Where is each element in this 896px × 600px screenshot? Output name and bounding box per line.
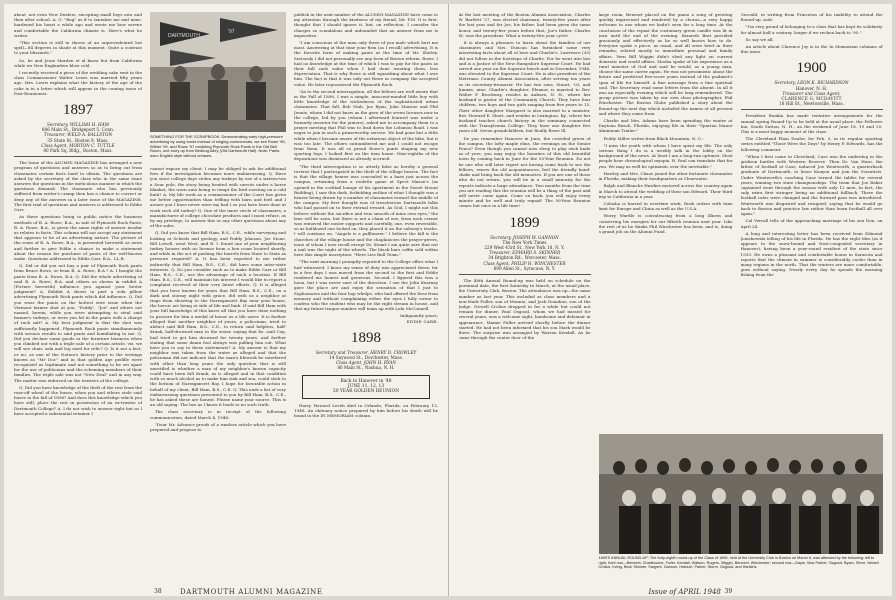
right-col-1 xyxy=(459,12,591,572)
secretary-line: Secretary, JOSEPH W. GANNON xyxy=(490,234,559,240)
paragraph: Do you remember Hanover in June, the crowded green of the campus, the lofty maple elms, the evenings on the Senior Fence? Even though you cannot now sleep to play stick knife as of yore, you may enjoy the beauties of this old beautiful town by coming back in June for the 50-Year Reunion. Do not be one who will later regret not having come back to see the fellows, renew the old acquaintances, feel the friendly hand-shake and bring back the old memories. If you are one of those who do not return, you will be in a small minority for the reports indicate a large attendance. Two months from the time you are reading this the reunion will be a thing of the past and will never come again. Come on back, you will enjoy every minute and be well and truly repaid! The 50-Year Reunion comes but once in a life time! xyxy=(458,135,591,209)
paragraph: publish in the next number of the ALUMNI MAGAZINE have come to my attention through the kindness of my friend, Mr. P.M. It is first, thought that I should ignore it, but, on reflection, I consider the charges so scandalous and unfounded that an answer from me is imperative. xyxy=(294,12,438,38)
paragraph: At the last meeting of the Boston Alumni Association, Charles W. Bartlett '27, was elected chairman, twenty-five years after the last year and for Joe, his father, had been given the same honor, and twenty-five years before that, Joe's father, Charles W., was the president. What a twenty-five year cycle! xyxy=(458,12,591,38)
paragraph: large room, Benezet placed on the piano a song of greeting quickly improvised and rendered by a chorus—a very happy welcome to one whom we hadn't seen for a long time. At the conclusion of the repast the customary green candle was lit in turn until the end of the evening. Kenneth Brat presided graciously and effectively as he so well knows how to do. Everyone spoke a piece, as usual, and all were brief in their remarks; related mostly to immediate personal and family affairs. Vern Bill Wiggin didn't shed any light on current domestic and world affairs. Mooba spoke of his experience as a rural minister of God and said he would, as a young man, choose the same career again. He was not pessimistic about the future and predicted five-score years instead of the psalmist's span of life for himself. A fine message from a fine spiritual soul. The Secretary read some letters from the absent. In all it was an especially evening which will be long remembered. The group picture was taken by our own class photographer, Phil Winchester. The Boston Globe published a story about the Round-up the next day which included the names of all present and where they came from. xyxy=(598,12,733,116)
paragraph: Ralph and Blanche Hawkes motored across the country again in March to attend the wedding of their son Edward. Their third trip to California in a year. xyxy=(598,183,733,199)
paragraph: I recently received a piece of the wedding cake sent in the class Commissioner Walter Lewis was married fifty years ago. Mrs. Lewis explains what the history of the age of the cake is in a letter which will appear in the coming issue of Post-Reunionist. xyxy=(14,70,142,96)
address-line: 34 Brighton Rd., Worcester, Mass. xyxy=(488,255,561,261)
paragraph: Worry Wardle is convalescing from a long illness and conserving his energies for our fiftieth reunion next year. Like the rest of us he thinks Phil Winchester has been, and is, doing a grand job on the Alumni Fund. xyxy=(598,213,733,234)
class-year-heading: 1898 xyxy=(351,329,381,346)
right-page xyxy=(449,4,893,596)
class-agent-line: Class Agent, MORTON C. TUTTLE xyxy=(41,142,115,148)
paragraph: "I am conscious of the man only three of you male which hurt me most. Answering at that time your firm (as I recall) advertising. It is the favorite form of making pants at the time of Mr. Shirley. Seriously I did not personally see any form of Boston reform. Rowe, I had no knowledge at the time of which I was to pay for the pants as their full cash value when I had done wearing them, less depreciation. That is why Rowe is still squawking about what I owe him. The fact is that it was only out Rowe in company the accepted value. He later repossessed the Plymouth Rock. xyxy=(294,40,438,87)
paragraph: Harry Howard Loveh died in Orlando, Florida, on February 13, 1948. An obituary notice prepared by him before his death will be found in the IN MEMORIAM column. xyxy=(294,402,438,419)
roundup-photo-image xyxy=(599,434,883,554)
paragraph: "I miss the youth with whom I have spent my life. The only serious thing I do is a weekly talk in the lobby on the background of the news. At least I am a long-run optimist. Most people hear chronological myopia. R. Paul can translate that for you. We may as well be optimistic over the inevitable." xyxy=(598,142,733,169)
roundup-group-photo xyxy=(599,434,883,554)
left-col-1 xyxy=(14,12,142,572)
paragraph: "Dear Mr. Advance proofs of a rumless article which you have prepared and propose to xyxy=(150,421,286,432)
paragraph: cannot expose my client. I may be obliged to ask for additional fees if the investigation becomes more embarrassing. Q. Have you since college days stolen any turkeys by use of a sixteen-ton a Sour pole, the story being bruited with carrots under a horse blanket, the worn auto being to tempt the bird roosting on a cold limb? A. My life work as a commissioner of the Court has given me better opportunities than trifling with barn and fowl and I assure you I have never wore my bad I so you have been done at work such old turkey? Q. One of the inner circle of classmates, a manufacturer of college chocolate products and I must refuse, as by my privilege, to answer this or any other questions about any of the sales. xyxy=(150,166,286,229)
paragraph: "The next morning I promptly reported to the College office what I had witnessed. I know my sense of duty was appreciated these, for in a few days I was moved from the second to the first and Eddie rendered me honest and generous. Second, I figured this was a boon, but I was never sure of the direction. I see the John Kearney gave the place are and enjoy the sensation of that I just to Sophomores and the four hop whelps, who had offered the lives from memory and without complaining either the eyes I fully swear to confess who the student who may be the right stream in house, and that my future league number will team up with Lulu McConnell. xyxy=(294,259,438,312)
paragraph: "This section is still in throes of an unprecedented hot spell—84 degrees in shade at this moment. Quite a contrast to your blizzards." xyxy=(14,40,142,56)
roundup-photo-caption: 1899'S ANNUAL ROUND-UP: The forty-eighth round-up of the Class of 1899, held at the University Club in Boston on March 6, was attended by the following: left to right, front row—Benezet, Chadbourne, Fuller, Kendall, Watson, Rogers, Wiggin, Benezet, Winchester; second row—Gapie, Mac Parker, Osgood, Byam, Silver, Newell Crolius, Irving, Beal, Skinner, Sargent, Gannon, Hobson, Parker, Storm, Osgood, and Hankins. xyxy=(598,556,879,569)
paragraph: "The third interrogation is so utterly false as hereby a general reverse that I participated in the theft of the village hearse. The fact is that the village hearse was concealed in a barn just across the campus, returning from a roulette game at Spect Mason's (as opened in the cocktail lounge of his apartment in the Sweet Mount Building), I saw this dark, forbidding outline of what I thought was a hearse being drawn by a number of classmates toward the middle of the campus. My first thought was of treacherous Dartmouth folks who had passed on to their eternal reward. As God, I might not this believe without the sacrifice and true smooth of mine own eyes," the lane will be seen, but there is not a chain of one, from each corner was removed the nosier supports and carefully, one, even reversible, so as bulldozed one locked on, they placed it on the subway's tracks. I will continue on. "Angels is a pallbearer." I believe the fall is the churches of the village house and the chaplaincies the prayer-givers, none of whom I now recall except Dr. Stuart I am quite sure that not a nail was the night of the wheels. The black bars coffin sold within here this simple inscription: "Here Lies Bull Team." xyxy=(294,163,438,258)
address-line: Hanover, N. H. xyxy=(795,85,828,91)
paragraph: The class secretary is in receipt of the following communication, dated March 4, 1948: xyxy=(150,409,286,420)
paragraph: "As to the second interrogation, all the fellows are well aware that in the Fall of 1896, I was a simple, innocent-minded little boy with little knowledge of the wickedness of the sophisticated urban classmates. That fall, Bob Stub, Joe Ryan, John Munroe and Phil Jennie, whom I did not know as the gave of the seven licenses now in the college, led by you (whom I afterward learned was under a formerly inventor for the juniors), asked me to accompany them to a prayer meeting that Phil was to lead down the Lebanon Road. I was eager to join in such a praiseworthy service. We had gone but a little while when I became aware of the nefarious object of the hike, but it was too late. The others outnumbered me and I could not escape from them. It was all so proud Rowe's pants shaping my new sporting legs. I looked first on the item home. Nine-eighths of the depositions was dismissed as already accrued. xyxy=(294,88,438,162)
paragraph: "When I first came to Cleveland, Case was the underdog in the gridiron battles with Western Reserve. Then Dr. Van Horn, the father of football at Case, induced Joe Wentworth, a quarterback graduate of Dartmouth, to leave Kenyon and join the Scientists. Under Wentworth's coaching Case turned the tables for several years, winning two state championships. The team that Joe Baker captained went through the season with only 12 men. In fact, the only extra first stringer being an additional fullback. There the football rules were changed and the forward pass was introduced. Wentworth was disgusted and resigned, saying that he would go back to Boston and practice law rather than learn football all over again." xyxy=(740,153,883,217)
divider xyxy=(14,156,142,157)
class-agent-line: Class Agent, JOHN H. RYAN xyxy=(335,360,397,366)
paragraph: A long and interesting letter has been received from Edmund Jonishowski telling of his life in Florida. He has the eight tiles (as it appears to the snow-bound and frost-congealed secretary in Hanover), having been a year-round resident of the state since 1935. He owns a pleasant and comfortable house in Sarasota and reports that the climate in summer is considerably cooler than in many regions in the north. That the winters are more comfortable, goes without saying. Nearly every day he spends the morning fishing from the xyxy=(740,230,883,278)
signature: EDDIE CARR. xyxy=(406,318,438,324)
page-number: 39 xyxy=(724,588,733,595)
svg-text:'97: '97 xyxy=(228,29,235,35)
address-line: 14 Saywood St., Dorchester, Mass. xyxy=(329,354,403,360)
paragraph: The 48th Annual Round-up was held on schedule on the perennial date, the first Saturday in March, at the usual place, the University Club, Boston. The attendance was up—the same number as last year. This included as class members and a non-Mark Fuller, son of Monnie, and Jack Donahue, son of the Judge. Newell Crolius dropped in for a while but could not remain for dinner. Paul Osgood, whom we had missed for several years, was a welcome sight, handsome and debonair in appearance. Mamie Fuller arrived shortly before the dinner started. He had not been informed that his son Mark would be there. The surprise was arranged by Warren Kendall. As he came through the center door of the xyxy=(458,277,591,341)
paragraph: Cal Verrall tells of the approaching marriage of his son Don, on April 24. xyxy=(740,218,883,229)
address-line: 229 West 43rd St., New York 18, N. Y. xyxy=(484,244,565,250)
left-col-3 xyxy=(294,12,438,572)
paragraph: So, he and Jesse Marden et al know but from California while we New Englanders blow cold. xyxy=(14,57,142,68)
paragraph: "I'm very proud of belonging to a class that has kept its solidarity for almost half a century, longer if we reckon back to '95." xyxy=(740,24,883,35)
treasurer-line: Treasurer, WELD A. RALLSTON xyxy=(43,132,113,138)
divider xyxy=(741,109,883,110)
secretary-line: Secretary and Treasurer, HENRY D. CROWLEY xyxy=(315,349,417,355)
paragraph: Q. Did you know that Bill Ham, B.S., C.E., while surveying and looking at Scheels and geology, and Poddy Johnson, Joe Stone, Bill Lowell, went West, and R. I. found one of your neighboring turkey houses with no license from a hen room located shortly, and while in the act of pushing the barrels from State to State as pressure required? A. It has been reported to me rather indirectly that Bill Ham, B.S., C.E., did have some inter-state interests. Q. Do you consider such as to make Eddie Carr or Bill Ham, B.S., C.E., use the advantage of such a location. If Bill Ham, B.S., C.E., will maintain his interest I would like to report a complaint received of their very latest efforts. Q. It is alleged that you have known for years that Bill Ham, B.S., C.E., on a dark and stormy night with grace, did with us a neighbor at rings from shooting to the Narragansett Bay near your house, the heroic act being at side of life and limb. If said Bill Ham with your full knowledge of this knew all that you have done nothing to procure for him a medal of honor as a life saver. It is further alleged that another neighbor of yours, a policeman, tried to abduct said Bill Ham, B.S., C.E., to return said helpless, half-drunk, half-drowned man to the water, saying that he, said Cop, had tried to get him drowned for twenty years, and further stating that some damn fool always was pulling him out. What have you to say to these statements? A. My answer is that my neighbor was taken from the water as alleged and that the policeman did not indicate that the man's lifework be interfered with other than long years the only question that is still unsettled is whether a man of my neighbor's known capacity could have been full drunk, as is alleged and in that condition with so much alcohol as to make him sink and sea, could stick to the bottom of Narragansett Bay. I hope for favorable action in behalf of my client, Bill Ham, B.S., C.E. Q. This ends a list of very embarrassing questions presented to you by Bill Ham, B.S., C.E., he has asked these are honest. Please name your source. This is an old saying. The law as I know it leads to no such truth. xyxy=(150,230,286,408)
class-year-heading: 1899 xyxy=(509,214,540,231)
paragraph: The Cleveland Plain Dealer, for Feb. 5, in its regular sporting series entitled "Those Were the Days" by Henry P. Edwards, has the following comment: xyxy=(740,136,883,152)
paragraph: President Bonkin has made tentative arrangements for the annual spring Round-Up to be held at the usual place, the Fellowes Inn, South Sutton, N. H., on the weekend of June 18, 19 and 20. This is a most happy moment of the class. xyxy=(740,113,883,135)
address-line: 18 Hill St., Newtonville, Mass. xyxy=(779,101,844,107)
paragraph: Peddy Miller writes from Black Mountain, N. C.: xyxy=(603,135,704,141)
class-year-heading: 1900 xyxy=(796,60,827,77)
signoff: Indignantly yours, xyxy=(400,313,438,319)
treasurer-line: Treasurer, EDWARD S. SKINNER xyxy=(488,250,561,256)
right-col-2 xyxy=(599,12,733,432)
reunion-box xyxy=(302,375,430,399)
left-col-2 xyxy=(150,166,286,572)
secretary-line: Secretary, WILLIAM H. HAM xyxy=(47,122,109,128)
address-line: 86 Main St., Nashua, N. H. xyxy=(337,365,395,371)
magazine-title: DARTMOUTH ALUMNI MAGAZINE xyxy=(180,588,323,596)
treasurer-name: CLARENCE G. MCDAVITT xyxy=(781,96,842,102)
address-line: The New York Times xyxy=(502,239,547,245)
page-number: 38 xyxy=(154,588,162,595)
paragraph: Colusha is barred in overtime work. Rush orders with time limit for Europe and China as well as the U.S.A. xyxy=(598,200,733,212)
address-line: 35 State St., Boston 9, Mass. xyxy=(47,137,109,143)
paragraph: about, not even New Dealers, excepting small boys now and then after school. A. G. "Bug" as if to tantalize me and mine, hardened his heart a while ago and wrote me how serene and comfortable the California climate is. Here's what he writes: xyxy=(14,12,142,38)
treasurer-line: Treasurer and Class Agent, xyxy=(782,90,841,96)
address-line: 699 Allen St., Syracuse, N. Y. xyxy=(493,265,556,271)
paragraph: It is always a pleasure to learn about the families of our classmates and Mrs. Duncan has furnished some very interesting facts about all of hers and Charlie's. Lawrence (35) did not follow in the footsteps of Charlie. For he went into law and is a Justice of the New Hampshire Supreme Court. He had served one year on the Superior bench and in December, 1946, was elevated to the Supreme Court. He is also president of the Merrimac County Alumni Association, after serving ten years as its secretary-treasurer. He has two sons, Stuart, '03, and Jimmie, nine. Charlie's daughter, Eleanor, is married to Rev. Walter P. Brockway, resides in Auburn, N. H., where her husband is pastor of the Community Church. They have four children, two boys and two girls ranging from five years to 15. Their other daughter Margaret is also married to a minister, Rev. Howard E. Short, and resides in Lexington, Ky., where her husband teaches church history in the seminary connected with the Transylvania College. They have one daughter five years old. Seven grandchildren, but Really Rowe Ill. xyxy=(458,40,591,134)
reunion-box-line: Back to Hanover in '48 xyxy=(340,378,392,384)
class-year-heading: 1897 xyxy=(63,102,93,119)
paragraph: Hawley and Mrs. Chase joined the other fortunate classmates in Florida, making their headquarters at Clearwater. xyxy=(598,170,733,182)
right-col-3 xyxy=(741,12,883,427)
scrapbook-photo xyxy=(150,12,286,132)
secretary-line: Secretary, LEON K. RICHARDSON xyxy=(774,80,849,86)
photo-caption: SOMETHING FOR THE SCRAPBOOK: Demonstrating early high-pressure advertising by using funds instead of singing commercials, we see Rowe '96, Wilder '99, and Rowe '97 modeling Plymouth Rock Pants in the Old Bell Room, one story up from Bedbug Alley (Old Dartmouth Hall). Note: Pants worn English style without creases. xyxy=(150,134,286,159)
left-page xyxy=(4,4,449,596)
paragraph: So say we all. xyxy=(745,36,774,42)
paragraph: Charlie and Mrs. Adams have been spending the winter at Daytona Beach, Florida, enjoying life in their "Sparton Manor Aluminum Trailer." xyxy=(598,118,733,134)
paragraph: The Issue of the ALUMNI MAGAZINE has arranged a new program of questions and answers so as to bring out from classmates certain facts hard to obtain. The questions are asked by the secretary of the class who in the same issue answers the questions in the meticulous manner in which the questions demand. The classmate who has previously suffered from writer's cramp then has a chance to correct or deny any of the answers in a later issue of the MAGAZINE. The first trial of questions and answers is addressed to Eddie Carr. xyxy=(14,160,142,213)
svg-text:DARTMOUTH: DARTMOUTH xyxy=(168,33,200,39)
paragraph: Q. Did or did you not buy a pair of Plymouth Rock pants from Bruce Rowe, or from B. A. Rowe, B.A.? A. I bought the pants from B. A. Rowe, B.A. Q. Did the whole advertising of said B. A. Rowe, B.A. and others as shown in exhibit A (Picture herewith) influence you against your better judgment? A. Exhibit A shows in part a sofa pillow advertising Plymouth Rock pants which did influence. Q. Did you wear the pants on the hottest wire issue when the Vermont farmer shot at you, "Poddy", "Joe" and others not named, herein, while you were attempting to steal said farmer's turkeys, or were you hit in the pants with a charge of rock salt? A. My best judgment is that the shot was sufficiently happened. Plymouth Rock pants simultaneously with serious results to said pants and humiliating to me. Q. Did you declare some goods in the furniture business when you climbed out with a triple sale of a certain article, viz. we will see chair, sofa and leg used for relic? Q. Is it not a fact, or no, as one of the Nation's history prior to the writings known as "Mr Doc" and in that golden age peddle were recognized as legitimate and not something to be set apart for the use of politicians and the scheming members of their families. The triple sale was not "New Deal" and in any way. The matter was enforced on the trustees of the college. xyxy=(14,263,142,383)
reunion-box-line: JUNE 11, 12, 13 xyxy=(347,384,385,389)
reunion-box-line: 50 YEAR GOLDEN REUNION xyxy=(332,389,400,395)
address-line: 80 Park Sq. Bldg., Boston, Mass. xyxy=(43,148,113,154)
issue-label: Issue of APRIL 1948 xyxy=(648,588,721,596)
paragraph: An article about Clarence Joy is in the In Memoriam columns of this issue. xyxy=(740,44,883,55)
divider xyxy=(459,274,591,275)
address-line: 886 Main St., Bridgeport 5, Conn. xyxy=(41,127,115,133)
paragraph: Q. Did you have knowledge of the theft of the rest from the rear-off wheel of the buses, when you and others stole said buses in the fall of 1896? And does this knowledge which you have still, place the rest in possession of an ex-trustee of Dartmouth College? A. I do not wish to answer right but as I have accepted a substantial retainer I xyxy=(14,384,142,416)
class-agent-line: Class Agent, PHILIP H. WINCHESTER xyxy=(483,260,566,266)
magazine-spread xyxy=(4,4,892,596)
paragraph: As these questions bring to public notice the business methods of B. A. Rowe, B.A., in sale of Plymouth Rock Pants, B. A. Rowe, B.A., is given the same rights of answer insofar as relates to facts. This column will not accept any statement that appears to be of an advertising nature. The picture of the room of B. A. Rowe, B.A., is presented herewith as news and further to give Eddie a chance to make a statement about the reason for purchase of pants of the well-known make. Questions addressed to Eddie Carr, B.A., LL.B. xyxy=(14,214,142,261)
scrapbook-photo-image xyxy=(150,12,286,132)
paragraph: Gerould, in writing from Princeton of his inability to attend the Round-up, said: xyxy=(740,12,883,23)
